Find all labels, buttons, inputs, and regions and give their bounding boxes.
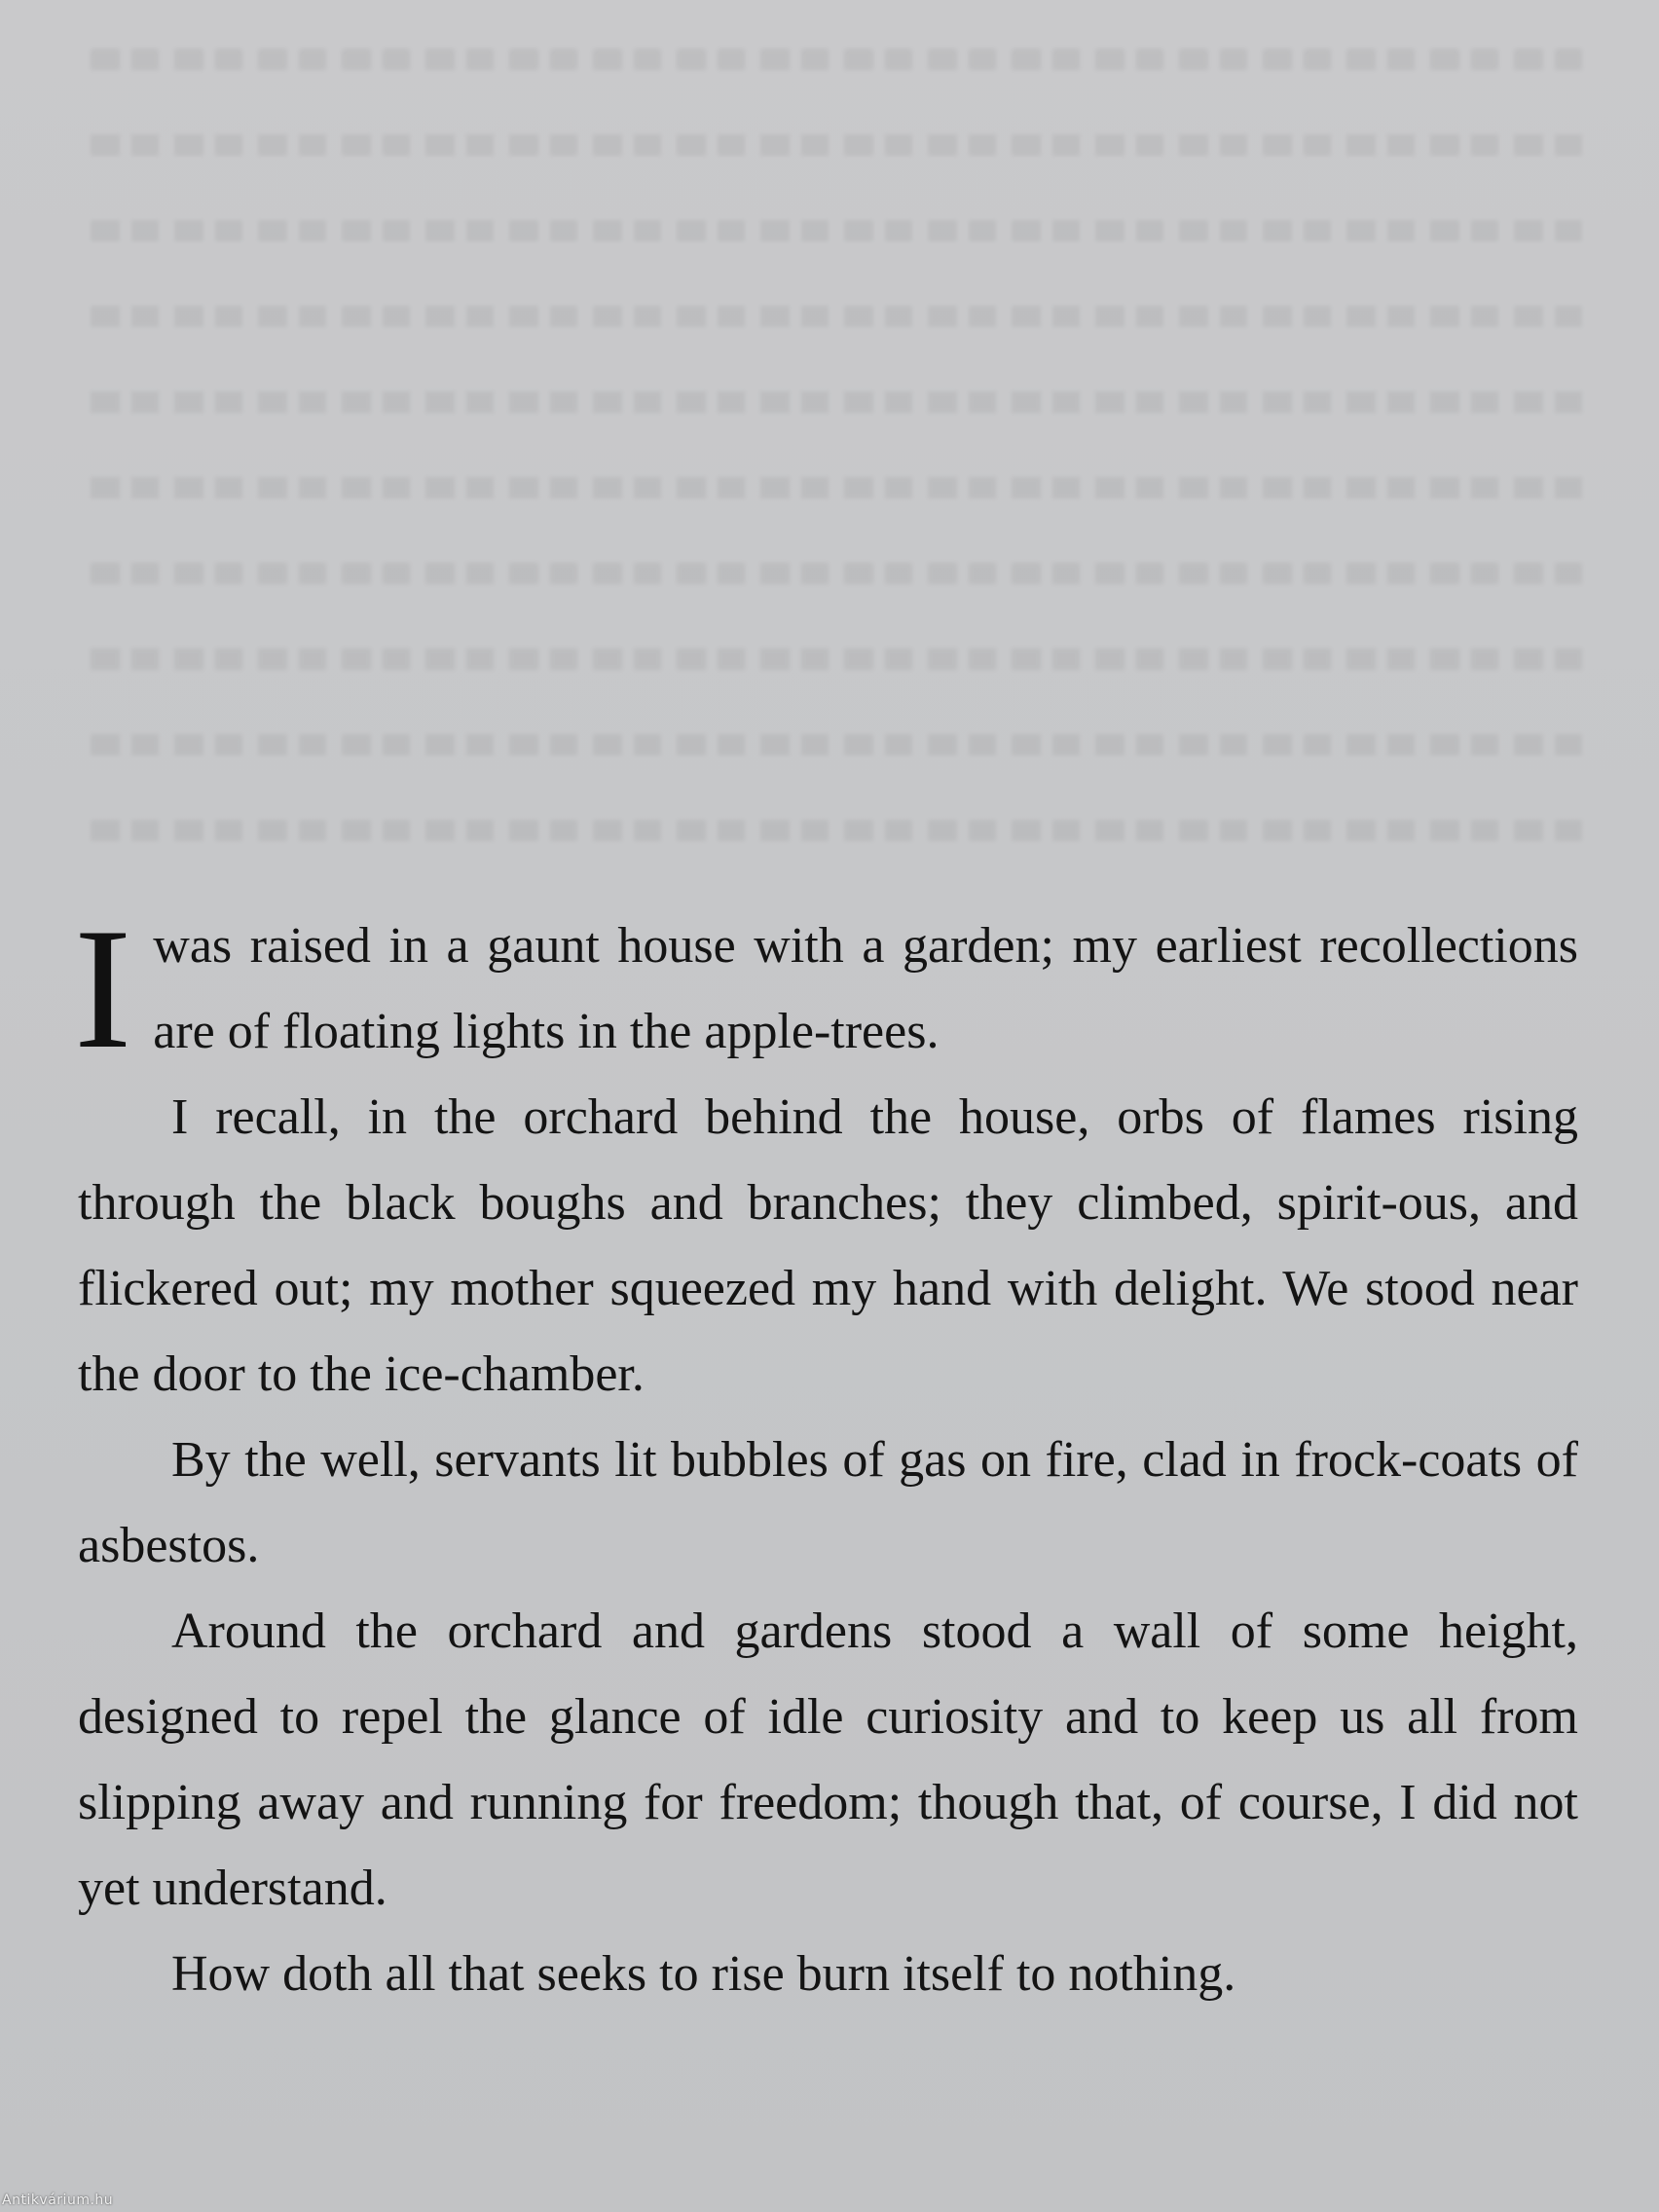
paragraph-4: Around the orchard and gardens stood a wall of some height, designed to repel the glance of idle curiosity and to keep us all from slipping away and running for freedom; though that, of course, I did not yet understand. <box>78 1604 1578 1916</box>
paragraph-3: By the well, servants lit bubbles of gas on fire, clad in frock-coats of asbestos. <box>78 1432 1578 1573</box>
show-through-text <box>83 19 1582 915</box>
paragraph-2: I recall, in the orchard behind the house, orbs of flames rising through the black boughs and branches; they climbed, spirit-ous, and flickered out; my mother squeezed my hand with delight. We stood near the door to the ice-chamber. <box>78 1089 1578 1402</box>
paragraph-5: How doth all that seeks to rise burn itself to nothing. <box>171 1946 1236 2002</box>
paragraph-1 <box>74 892 1578 1085</box>
watermark: Antikvárium.hu <box>2 2193 114 2208</box>
paragraph-text: was raised in a gaunt house with a garden; my earliest recollections are of floating lights in the apple-trees. <box>153 918 1578 1059</box>
drop-cap: I <box>74 892 132 1085</box>
page-body <box>74 892 1578 2017</box>
